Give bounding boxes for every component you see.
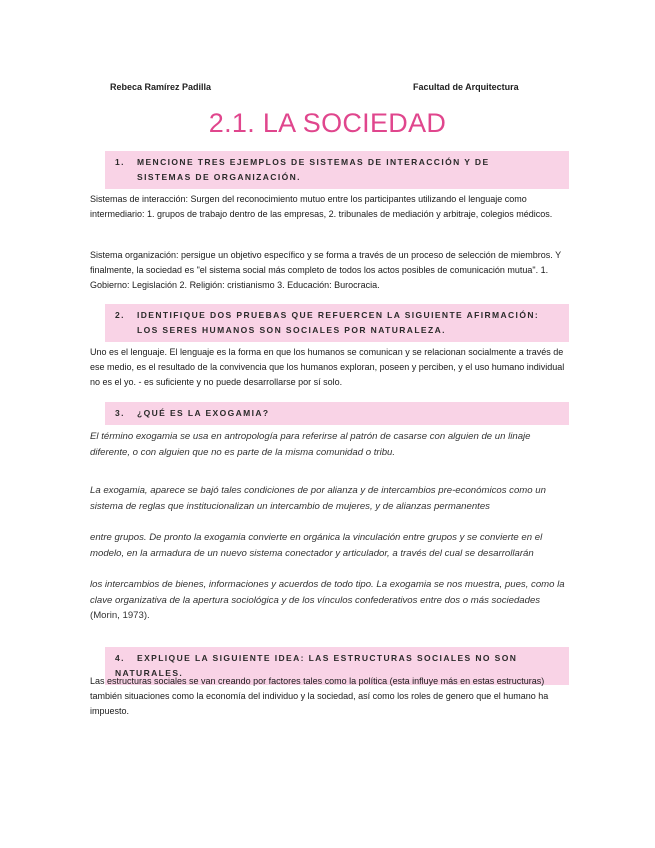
question-3-text: ¿QUÉ ES LA EXOGAMIA? xyxy=(137,408,270,418)
question-2-text: IDENTIFIQUE DOS PRUEBAS QUE REFUERCEN LA SIGUIENTE AFIRMACIÓN: LOS SERES HUMANOS SON SOCIALES POR NATURALEZA. xyxy=(137,310,540,335)
question-1-heading xyxy=(105,151,569,189)
question-1-text: MENCIONE TRES EJEMPLOS DE SISTEMAS DE INTERACCIÓN Y DE SISTEMAS DE ORGANIZACIÓN. xyxy=(137,157,490,182)
page-title: 2.1. LA SOCIEDAD xyxy=(208,108,447,138)
question-3-heading xyxy=(105,402,569,425)
faculty-name: Facultad de Arquitectura xyxy=(413,82,519,92)
question-3-number: 3. xyxy=(115,408,125,418)
question-4-number: 4. xyxy=(115,653,125,663)
answer-2-paragraph-1: Uno es el lenguaje. El lenguaje es la forma en que los humanos se comunican y se relacionan socialmente a través de ese medio, es el resultado de la convivencia que los humanos exploran, poseen y perciben, y el uso humano individual no es el yo. - es suficiente y no puede desarrollarse por sí solo. xyxy=(90,347,565,387)
answer-3-paragraph-4-text: los intercambios de bienes, informaciones y acuerdos de todo tipo. La exogamia se nos muestra, pues, como la clave organizativa de la apertura sociológica y de los vínculos confederativos entre dos o más sociedades xyxy=(90,579,565,606)
answer-3-paragraph-2: La exogamia, aparece se bajó tales condiciones de por alianza y de intercambios pre-económicos como un sistema de reglas que institucionalizan un intercambio de mujeres, y de alianzas permanentes xyxy=(90,485,546,512)
question-2-heading xyxy=(105,304,569,342)
question-4-text: EXPLIQUE LA SIGUIENTE IDEA: LAS ESTRUCTURAS SOCIALES NO SON NATURALES. xyxy=(115,653,518,678)
question-2-number: 2. xyxy=(115,310,125,320)
answer-1-paragraph-2: Sistema organización: persigue un objetivo específico y se forma a través de un proceso de selección de miembros. Y finalmente, la sociedad es "el sistema social más completo de todos los actos posibles de comunicación mutua". 1. Gobierno: Legislación 2. Religión: cristianismo 3. Educación: Burocracia. xyxy=(90,250,561,290)
answer-3-paragraph-3: entre grupos. De pronto la exogamia convierte en orgánica la vinculación entre grupos y se convierte en el modelo, en la armadura de un nuevo sistema conectador y articulador, a través del cual se desarrollarán xyxy=(90,532,543,559)
answer-1-paragraph-1: Sistemas de interacción: Surgen del reconocimiento mutuo entre los participantes utilizando el lenguaje como intermediario: 1. grupos de trabajo dentro de las empresas, 2. tribunales de mediación y arbitraje, colegios médicos. xyxy=(90,194,553,219)
answer-4-paragraph-1: Las estructuras sociales se van creando por factores tales como la política (esta influye más en estas estructuras) también situaciones como la economía del individuo y la sociedad, así como los roles de genero que el humano ha impuesto. xyxy=(90,676,549,716)
answer-3-paragraph-1: El término exogamia se usa en antropología para referirse al patrón de casarse con alguien de un linaje diferente, o con alguien que no es parte de la misma comunidad o tribu. xyxy=(90,431,531,458)
author-name: Rebeca Ramírez Padilla xyxy=(110,82,212,92)
answer-3-paragraph-4 xyxy=(90,577,568,624)
question-1-number: 1. xyxy=(115,157,125,167)
answer-3-citation: (Morin, 1973). xyxy=(90,610,150,621)
